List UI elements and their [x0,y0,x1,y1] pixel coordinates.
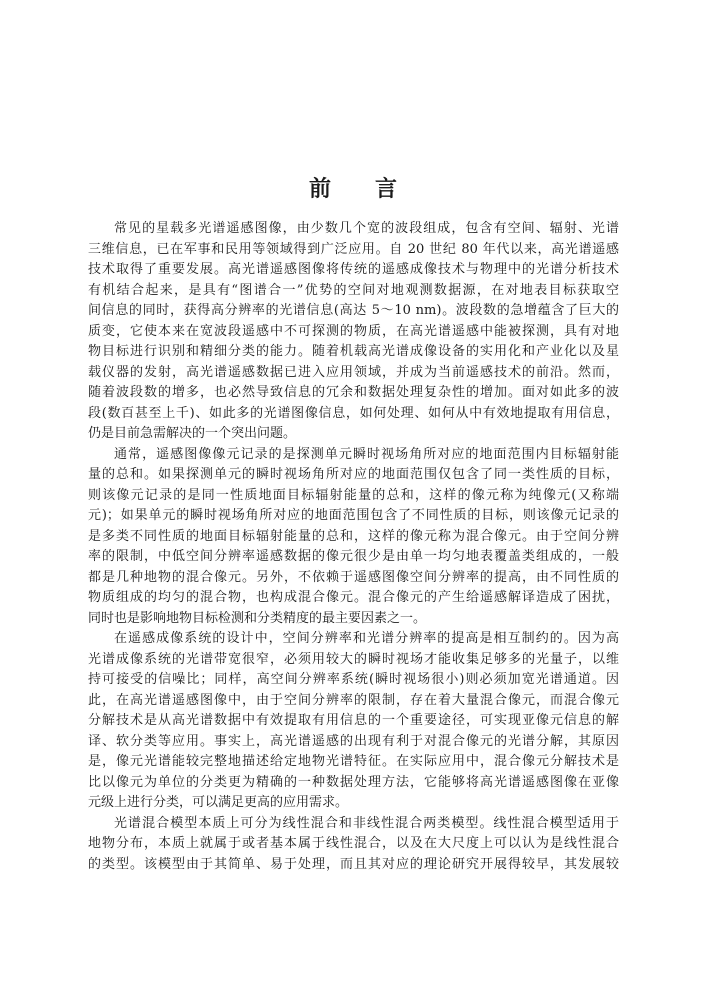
text-line: 同时也是影响地物目标检测和分类精度的最主要因素之一。 [88,610,427,626]
text-line: 仍是目前急需解决的一个突出问题。 [88,426,297,441]
text-line: 分解技术是从高光谱数据中有效提取有用信息的一个重要途径，可实现亚像元信息的解 [88,713,619,728]
text-line: 量的总和。如果探测单元的瞬时视场角所对应的地面范围仅包含了同一类性质的目标， [88,467,619,482]
text-line: 载仪器的发射，高光谱遥感数据已进入应用领域，并成为当前遥感技术的前沿。然而， [88,364,619,380]
text-line: 则该像元记录的是同一性质地面目标辐射能量的总和，这样的像元称为纯像元(又称端 [88,487,619,503]
text-line: 间信息的同时，获得高分辨率的光谱信息(高达 5～10 nm)。波段数的急增蕴含了巨大的 [88,303,619,318]
text-line: 地物分布，本质上就属于或者基本属于线性混合，以及在大尺度上可以认为是线性混合 [88,836,619,851]
text-line: 段(数百甚至上千)、如此多的光谱图像信息，如何处理、如何从中有效地提取有用信息， [88,405,619,421]
preface-body [88,219,619,875]
text-line: 有机结合起来，是具有“图谱合一”优势的空间对地观测数据源，在对地表目标获取空 [88,282,619,298]
text-line: 常见的星载多光谱遥感图像，由少数几个宽的波段组成，包含有空间、辐射、光谱 [114,221,619,236]
paragraph [88,629,619,814]
text-line: 物质组成的均匀的混合物，也构成混合像元。混合像元的产生给遥感解译造成了困扰， [88,590,619,605]
text-line: 三维信息，已在军事和民用等领域得到广泛应用。自 20 世纪 80 年代以来，高光谱遥感 [88,241,619,257]
text-line: 率的限制，中低空间分辨率遥感数据的像元很少是由单一均匀地表覆盖类组成的，一般 [88,549,619,564]
text-line: 是多类不同性质的地面目标辐射能量的总和，这样的像元称为混合像元。由于空间分辨 [88,528,619,544]
text-line: 光谱成像系统的光谱带宽很窄，必须用较大的瞬时视场才能收集足够多的光量子，以维 [88,651,619,667]
text-line: 通常，遥感图像像元记录的是探测单元瞬时视场角所对应的地面范围内目标辐射能 [114,446,619,462]
paragraph [88,219,619,445]
text-line: 都是几种地物的混合像元。另外，不依赖于遥感图像空间分辨率的提高，由不同性质的 [88,569,619,585]
text-line: 比以像元为单位的分类更为精确的一种数据处理方法，它能够将高光谱遥感图像在亚像 [88,774,619,790]
text-line: 物目标进行识别和精细分类的能力。随着机载高光谱成像设备的实用化和产业化以及星 [88,344,619,359]
text-line: 技术取得了重要发展。高光谱遥感图像将传统的遥感成像技术与物理中的光谱分析技术 [88,262,619,277]
text-line: 元级上进行分类，可以满足更高的应用需求。 [88,795,349,810]
paragraph [88,814,619,876]
page-title-char: 前 [308,176,331,202]
text-line: 元)；如果单元的瞬时视场角所对应的地面范围包含了不同性质的目标，则该像元记录的 [88,508,619,523]
text-line: 此，在高光谱遥感图像中，由于空间分辨率的限制，存在着大量混合像元，而混合像元 [88,692,619,708]
paragraph [88,445,619,630]
text-line: 质变，它使本来在宽波段遥感中不可探测的物质，在高光谱遥感中能被探测，具有对地 [88,323,619,339]
text-line: 在遥感成像系统的设计中，空间分辨率和光谱分辨率的提高是相互制约的。因为高 [114,631,619,646]
text-line: 的类型。该模型由于其简单、易于处理，而且其对应的理论研究开展得较早，其发展较 [88,856,619,872]
text-line: 译、软分类等应用。事实上，高光谱遥感的出现有利于对混合像元的光谱分解，其原因 [88,733,619,749]
text-line: 持可接受的信噪比；同样，高空间分辨率系统(瞬时视场很小)则必须加宽光谱通道。因 [88,672,619,687]
text-line: 随着波段数的增多，也必然导致信息的冗余和数据处理复杂性的增加。面对如此多的波 [88,385,619,400]
page-title-char: 言 [375,176,398,202]
text-line: 光谱混合模型本质上可分为线性混合和非线性混合两类模型。线性混合模型适用于 [114,815,619,831]
page-title [0,172,706,203]
text-line: 是，像元光谱能较完整地描述给定地物光谱特征。在实际应用中，混合像元分解技术是 [88,754,619,769]
